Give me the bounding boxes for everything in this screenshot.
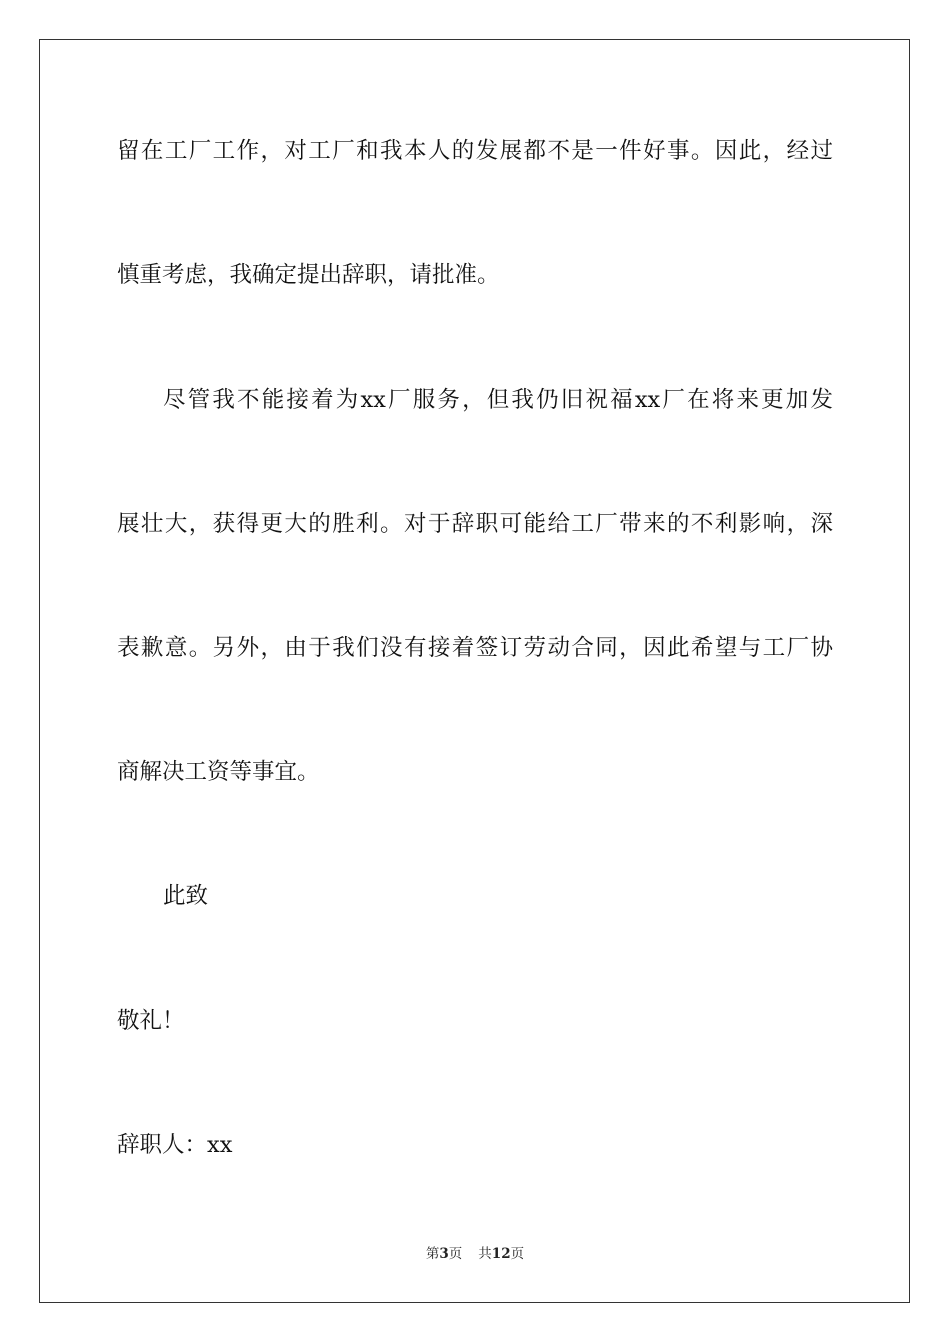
paragraph-line-3: 尽管我不能接着为xx厂服务，但我仍旧祝福xx厂在将来更加发	[163, 387, 833, 413]
paragraph-line-5: 表歉意。另外，由于我们没有接着签订劳动合同，因此希望与工厂协	[117, 635, 833, 661]
footer-total-number: 12	[491, 1246, 511, 1262]
closing-salutation: 此致	[163, 883, 209, 909]
paragraph-line-1: 留在工厂工作，对工厂和我本人的发展都不是一件好事。因此，经过	[117, 138, 833, 164]
footer-page-number: 3	[439, 1246, 449, 1262]
signature-line: 辞职人：xx	[117, 1132, 233, 1158]
page-footer	[0, 1244, 950, 1264]
page-border	[39, 39, 910, 1303]
footer-total-suffix: 页	[510, 1246, 525, 1262]
footer-page-suffix: 页	[448, 1246, 463, 1262]
closing-regards: 敬礼！	[117, 1008, 185, 1034]
paragraph-line-2: 慎重考虑，我确定提出辞职，请批准。	[117, 262, 500, 288]
paragraph-line-6: 商解决工资等事宜。	[117, 759, 320, 785]
paragraph-line-4: 展壮大，获得更大的胜利。对于辞职可能给工厂带来的不利影响，深	[117, 511, 833, 537]
footer-total-prefix: 共	[478, 1246, 492, 1262]
footer-page-prefix: 第	[425, 1246, 440, 1262]
